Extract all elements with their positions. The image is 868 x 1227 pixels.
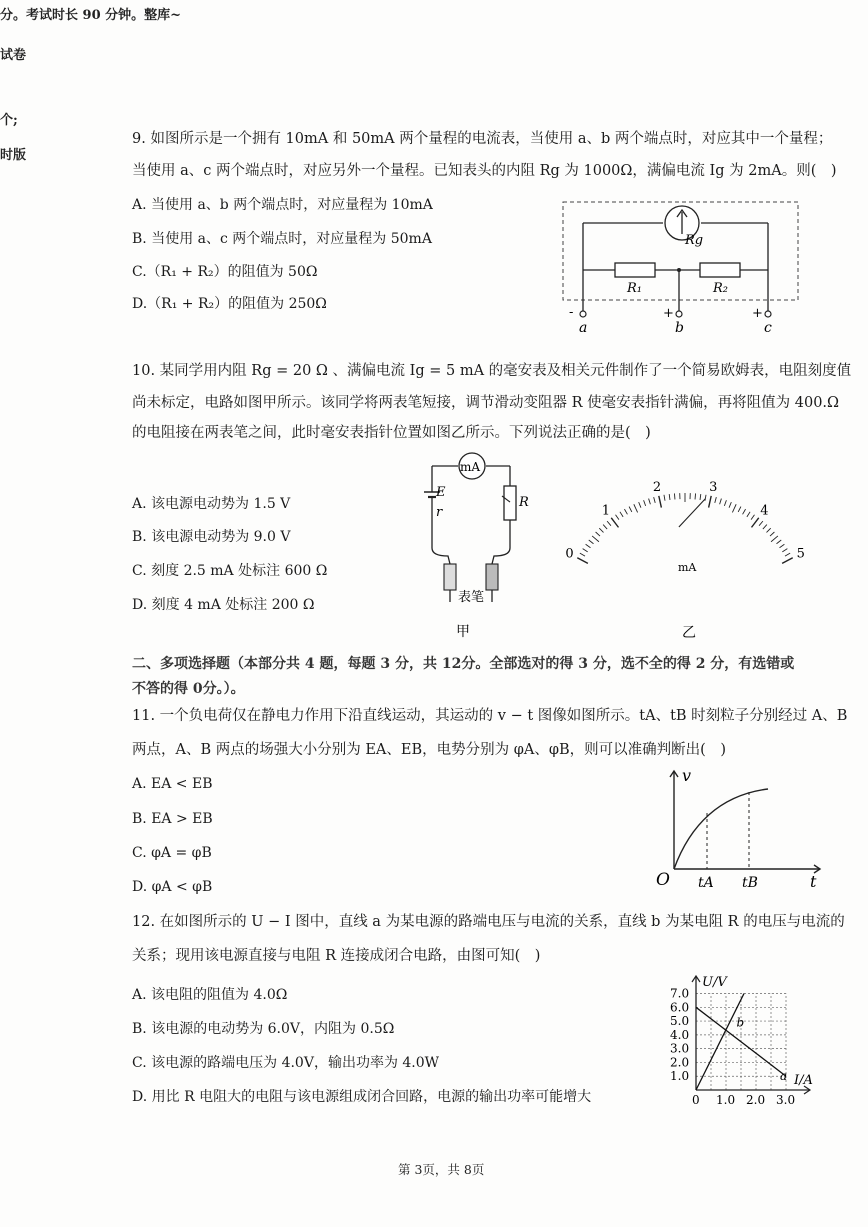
v-t-curve: [674, 789, 768, 869]
q10-option-d[interactable]: D. 刻度 4 mA 处标注 200 Ω: [132, 597, 315, 613]
terminal-c: [765, 311, 771, 317]
dial-tick: [583, 549, 588, 552]
y-tick-label: 7.0: [670, 986, 690, 1001]
series-label-b: b: [736, 1015, 745, 1030]
y-tick-label: 6.0: [670, 1000, 690, 1015]
dial-tick: [634, 504, 638, 512]
dial-tick: [695, 493, 696, 499]
dial-tick: [759, 521, 763, 526]
y-tick-label: 5.0: [670, 1014, 690, 1029]
dial-tick-label: 0: [565, 546, 574, 562]
y-tick-label: 4.0: [670, 1027, 690, 1042]
figure-a-caption: 甲: [456, 624, 470, 640]
dial-tick: [586, 544, 591, 547]
q11-option-a[interactable]: A. EA < EB: [132, 776, 213, 792]
terminal-a: [580, 311, 586, 317]
q12-option-c[interactable]: C. 该电源的路端电压为 4.0V，输出功率为 4.0W: [132, 1055, 440, 1071]
dial-tick: [747, 512, 750, 517]
dial-tick-label: 5: [796, 546, 805, 562]
section-2-heading: 二、多项选择题（本部分共 4 题，每题 3 分，共 12分。全部选对的得 3 分，选不全的得 2 分，有选错或: [132, 656, 795, 672]
dial-needle: [679, 499, 705, 527]
probe-left-icon: [444, 564, 456, 602]
dial-tick-label: 1: [601, 503, 611, 519]
dial-tick: [654, 497, 656, 503]
dial-tick: [771, 536, 778, 542]
dial-tick: [599, 528, 603, 532]
y-tick-label: 1.0: [670, 1069, 690, 1084]
x-tick-label: 3.0: [776, 1093, 796, 1107]
ammeter-circuit-diagram: [555, 190, 805, 335]
q11-option-b[interactable]: B. EA > EB: [132, 811, 213, 827]
q11-option-d[interactable]: D. φA < φB: [132, 879, 213, 895]
dial-tick: [596, 532, 600, 536]
top-edge-text: 分。考试时长 90 分钟。整库~: [0, 8, 182, 23]
internal-r-label: r: [436, 505, 443, 520]
r1-label: R₁: [627, 281, 642, 296]
dial-tick: [659, 496, 662, 508]
dial-tick: [777, 540, 782, 544]
emf-label: E: [436, 485, 446, 500]
ma-label: mA: [460, 460, 481, 474]
q9-line-1: 9. 如图所示是一个拥有 10mA 和 50mA 两个量程的电流表，当使用 a、b 两个端点时，对应其中一个量程；: [132, 131, 833, 147]
t-axis-label: t: [810, 872, 817, 891]
rheostat-label: R: [519, 495, 529, 510]
dial-tick: [649, 499, 651, 505]
series-line-b: [696, 994, 744, 1090]
dial-tick: [669, 494, 670, 500]
dial-tick: [738, 507, 741, 512]
left-edge-text-2: 个;: [0, 113, 18, 128]
q10-line-3: 的电阻接在两表笔之间，此时毫安表指针位置如图乙所示。下列说法正确的是( ): [132, 425, 651, 441]
dial-tick: [580, 553, 585, 556]
dial-tick: [705, 495, 706, 501]
q11-line-1: 11. 一个负电荷仅在静电力作用下沿直线运动，其运动的 v − t 图像如图所示。tA、tB 时刻粒子分别经过 A、B: [132, 708, 848, 724]
dial-tick: [624, 509, 627, 514]
q11-option-c[interactable]: C. φA = φB: [132, 845, 212, 861]
r1-resistor: [615, 263, 655, 277]
r2-resistor: [700, 263, 740, 277]
dial-tick: [620, 512, 623, 517]
ohmmeter-circuit-diagram: [412, 452, 532, 642]
dial-tick-label: 3: [709, 480, 718, 496]
y-axis-label: U/V: [702, 975, 727, 990]
q12-option-d[interactable]: D. 用比 R 电阻大的电阻与该电源组成闭合回路，电源的输出功率可能增大: [132, 1089, 592, 1105]
left-edge-text-1: 试卷: [0, 48, 27, 63]
probes-label: 表笔: [458, 590, 485, 605]
dial-tick: [577, 558, 588, 564]
origin-label: O: [656, 870, 670, 890]
dial-tick: [743, 509, 746, 514]
dial-tick: [763, 525, 767, 529]
dial-tick: [700, 494, 701, 500]
q10-option-a[interactable]: A. 该电源电动势为 1.5 V: [132, 496, 291, 512]
section-2-heading-cont: 不答的得 0分。）。: [132, 681, 245, 697]
dial-tick: [664, 495, 665, 501]
dial-tick: [720, 499, 722, 505]
figure-b-caption: 乙: [682, 625, 696, 641]
page-footer: 第 3页，共 8页: [398, 1162, 485, 1177]
milliammeter-dial-figure: [565, 465, 805, 641]
x-tick-label: 0: [692, 1093, 700, 1107]
dial-tick: [629, 507, 632, 512]
terminal-b: [676, 311, 682, 317]
y-tick-label: 3.0: [670, 1041, 690, 1056]
plus-sign-c: +: [752, 306, 763, 321]
tb-label: tB: [742, 875, 758, 891]
q11-line-2: 两点，A、B 两点的场强大小分别为 EA、EB，电势分别为 φA、φB，则可以准确判断出( ): [132, 742, 726, 758]
q9-option-a[interactable]: A. 当使用 a、b 两个端点时，对应量程为 10mA: [132, 197, 433, 213]
q9-option-b[interactable]: B. 当使用 a、c 两个端点时，对应量程为 50mA: [132, 231, 432, 247]
v-t-graph: [650, 765, 830, 895]
u-i-chart: [668, 972, 818, 1112]
q9-option-d[interactable]: D.（R₁ + R₂）的阻值为 250Ω: [132, 296, 327, 312]
x-tick-label: 1.0: [716, 1093, 736, 1107]
dial-tick: [709, 496, 712, 508]
dial-unit-label: mA: [678, 561, 697, 574]
label-a: a: [579, 320, 588, 336]
dial-tick: [732, 504, 736, 512]
minus-sign: -: [569, 305, 574, 320]
q9-line-2: 当使用 a、c 两个端点时，对应另外一个量程。已知表头的内阻 Rg 为 1000Ω，满偏电流 Ig 为 2mA。则( ): [132, 163, 837, 179]
q10-option-b[interactable]: B. 该电源电动势为 9.0 V: [132, 529, 291, 545]
ta-label: tA: [698, 875, 714, 891]
dial-tick: [729, 502, 731, 508]
dial-tick: [607, 521, 611, 526]
q10-option-c[interactable]: C. 刻度 2.5 mA 处标注 600 Ω: [132, 563, 328, 579]
q12-option-b[interactable]: B. 该电源的电动势为 6.0V，内阻为 0.5Ω: [132, 1021, 395, 1037]
dial-tick-label: 2: [652, 480, 662, 496]
dial-tick: [639, 502, 641, 508]
dial-tick: [589, 540, 594, 544]
q9-option-c[interactable]: C.（R₁ + R₂）的阻值为 50Ω: [132, 264, 318, 280]
dial-tick: [785, 553, 790, 556]
label-c: c: [764, 320, 772, 336]
dial-tick: [751, 515, 754, 520]
milliammeter-icon: [459, 453, 485, 479]
dial-tick: [782, 549, 787, 552]
dial-tick: [782, 558, 793, 564]
dial-tick: [592, 536, 599, 542]
x-tick-label: 2.0: [746, 1093, 766, 1107]
dial-tick: [770, 532, 774, 536]
dial-tick: [603, 525, 607, 529]
dial-tick: [611, 518, 618, 528]
y-tick-label: 2.0: [670, 1055, 690, 1070]
x-axis-label: I/A: [794, 1073, 813, 1088]
left-edge-text-3: 时版: [0, 148, 27, 163]
label-b: b: [675, 320, 684, 336]
q12-option-a[interactable]: A. 该电阻的阻值为 4.0Ω: [132, 987, 288, 1003]
dial-tick: [780, 544, 785, 547]
dial-tick-label: 4: [760, 503, 769, 519]
r2-label: R₂: [713, 281, 728, 296]
rg-label: Rg: [685, 233, 704, 248]
probe-right-icon: [486, 564, 498, 602]
dial-tick: [752, 518, 759, 528]
dial-tick: [674, 493, 675, 499]
dial-tick: [724, 500, 726, 506]
dial-scale: [565, 480, 805, 563]
dial-tick: [715, 497, 717, 503]
q10-line-2: 尚未标定，电路如图甲所示。该同学将两表笔短接，调节滑动变阻器 R 使毫安表指针满偏，再将阻值为 400.Ω: [132, 395, 840, 411]
q12-line-1: 12. 在如图所示的 U − I 图中，直线 a 为某电源的路端电压与电流的关系，直线 b 为某电阻 R 的电压与电流的: [132, 914, 845, 930]
dial-tick: [616, 515, 619, 520]
q10-line-1: 10. 某同学用内阻 Rg = 20 Ω 、满偏电流 Ig = 5 mA 的毫安表及相关元件制作了一个简易欧姆表，电阻刻度值: [132, 363, 852, 379]
v-axis-label: v: [682, 766, 692, 785]
series-label-a: a: [780, 1069, 788, 1084]
dial-tick: [767, 528, 771, 532]
rheostat-icon: [504, 486, 516, 520]
q12-line-2: 关系；现用该电源直接与电阻 R 连接成闭合电路，由图可知( ): [132, 948, 541, 964]
plus-sign-b: +: [663, 306, 674, 321]
dial-tick: [644, 500, 646, 506]
